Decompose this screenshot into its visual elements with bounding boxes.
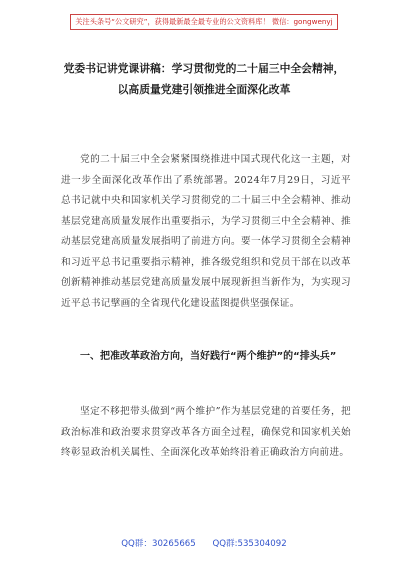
- document-title: [40, 58, 368, 100]
- paragraph-2-text: 坚定不移把带头做到“两个维护”作为基层党建的首要任务，把政治标准和政治要求贯穿改革各方面全过程，确保党和国家机关始终彰显政治机关属性、全面深化改革始终沿着正确政治方向前进。: [61, 406, 351, 458]
- body-paragraph-1: [61, 150, 351, 314]
- section-heading-1-text: 一、把准改革政治方向，当好践行“两个维护”的“排头兵”: [80, 351, 337, 362]
- title-line-1: 党委书记讲党课讲稿：学习贯彻党的二十届三中全会精神，: [63, 62, 345, 75]
- footer-contact: [0, 537, 408, 549]
- section-heading-1: [61, 346, 351, 367]
- body-paragraph-2: [61, 402, 351, 464]
- promo-banner-text: 关注头条号“公文研究”，获得最新最全最专业的公文资料库！ 微信：gongwenyj: [70, 14, 337, 30]
- header-banner: [0, 14, 408, 30]
- footer-qq-group-1: QQ群：30265665: [121, 539, 196, 549]
- paragraph-1-text: 党的二十届三中全会紧紧围绕推进中国式现代化这一主题，对进一步全面深化改革作出了系统部署。2024年7月29日，习近平总书记就中央和国家机关学习贯彻党的二十届三中全会精神、推动基层党建高质量发展作出重要指示，为学习贯彻三中全会精神、推动基层党建高质量发展指明了前进方向。要一体学习贯彻全会精神和习近平总书记重要指示精神，推各级党组织和党员干部在以改革创新精神推动基层党建高质量发展中展现新担当新作为，为实现习近平总书记擘画的全省现代化建设蓝图提供坚强保证。: [61, 154, 351, 309]
- title-line-2: 以高质量党建引领推进全面深化改革: [117, 83, 291, 96]
- footer-qq-group-2: QQ群:535304092: [212, 539, 287, 549]
